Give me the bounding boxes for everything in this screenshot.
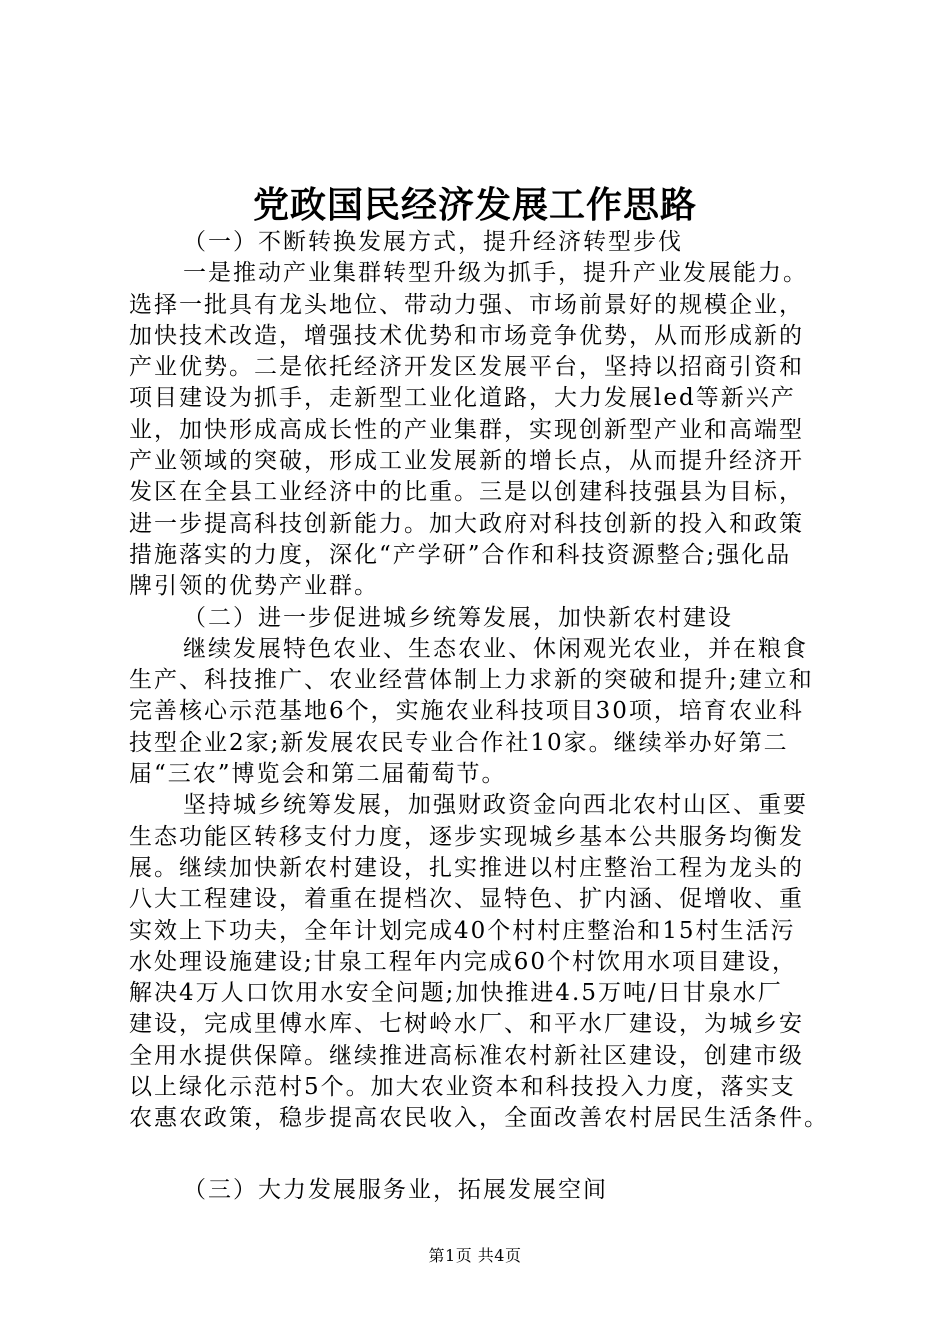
paragraph-line: 产业优势。二是依托经济开发区发展平台，坚持以招商引资和 xyxy=(129,354,804,381)
paragraph-line: 坚持城乡统筹发展，加强财政资金向西北农村山区、重要 xyxy=(183,792,808,819)
paragraph-line: 牌引领的优势产业群。 xyxy=(129,573,379,600)
paragraph-line: 农惠农政策，稳步提高农民收入，全面改善农村居民生活条件。 xyxy=(129,1105,829,1132)
paragraph-line: 发区在全县工业经济中的比重。三是以创建科技强县为目标， xyxy=(129,479,804,506)
paragraph-line: 选择一批具有龙头地位、带动力强、市场前景好的规模企业， xyxy=(129,291,804,318)
paragraph-line: 建设，完成里傅水库、七树岭水厂、和平水厂建设，为城乡安 xyxy=(129,1011,804,1038)
paragraph-line: 加快技术改造，增强技术优势和市场竞争优势，从而形成新的 xyxy=(129,322,804,349)
section-spacer xyxy=(129,1135,831,1175)
paragraph-line: 以上绿化示范村5个。加大农业资本和科技投入力度，落实支 xyxy=(129,1074,796,1101)
paragraph-line: 一是推动产业集群转型升级为抓手，提升产业发展能力。 xyxy=(183,260,808,287)
paragraph-line: 生态功能区转移支付力度，逐步实现城乡基本公共服务均衡发 xyxy=(129,823,804,850)
section-heading-1: （一）不断转换发展方式，提升经济转型步伐 xyxy=(183,229,683,255)
paragraph-line: 措施落实的力度，深化“产学研”合作和科技资源整合;强化品 xyxy=(129,541,792,568)
paragraph-line: 届“三农”博览会和第二届葡萄节。 xyxy=(129,761,507,788)
paragraph-line: 八大工程建设，着重在提档次、显特色、扩内涵、促增收、重 xyxy=(129,886,804,913)
paragraph-line: 项目建设为抓手，走新型工业化道路，大力发展led等新兴产 xyxy=(129,385,796,412)
paragraph-line: 技型企业2家;新发展农民专业合作社10家。继续举办好第二 xyxy=(129,729,789,756)
paragraph-line: 实效上下功夫，全年计划完成40个村村庄整治和15村生活污 xyxy=(129,917,796,944)
paragraph-line: 进一步提高科技创新能力。加大政府对科技创新的投入和政策 xyxy=(129,510,804,537)
document-title: 党政国民经济发展工作思路 xyxy=(252,184,697,226)
paragraph-line: 产业领域的突破，形成工业发展新的增长点，从而提升经济开 xyxy=(129,448,804,475)
page-number-footer: 第1页 共4页 xyxy=(428,1246,522,1265)
document-body xyxy=(129,227,831,1206)
paragraph-line: 继续发展特色农业、生态农业、休闲观光农业，并在粮食 xyxy=(183,635,808,662)
paragraph-line: 展。继续加快新农村建设，扎实推进以村庄整治工程为龙头的 xyxy=(129,854,804,881)
section-heading-3: （三）大力发展服务业，拓展发展空间 xyxy=(183,1176,608,1203)
paragraph-line: 解决4万人口饮用水安全问题;加快推进4.5万吨/日甘泉水厂 xyxy=(129,980,783,1007)
paragraph-line: 全用水提供保障。继续推进高标准农村新社区建设，创建市级 xyxy=(129,1042,804,1069)
paragraph-line: 完善核心示范基地6个，实施农业科技项目30项，培育农业科 xyxy=(129,698,804,725)
paragraph-line: 生产、科技推广、农业经营体制上力求新的突破和提升;建立和 xyxy=(129,667,814,694)
paragraph-line: 业，加快形成高成长性的产业集群，实现创新型产业和高端型 xyxy=(129,416,804,443)
section-heading-2: （二）进一步促进城乡统筹发展，加快新农村建设 xyxy=(183,604,733,631)
paragraph-line: 水处理设施建设;甘泉工程年内完成60个村饮用水项目建设， xyxy=(129,948,798,975)
